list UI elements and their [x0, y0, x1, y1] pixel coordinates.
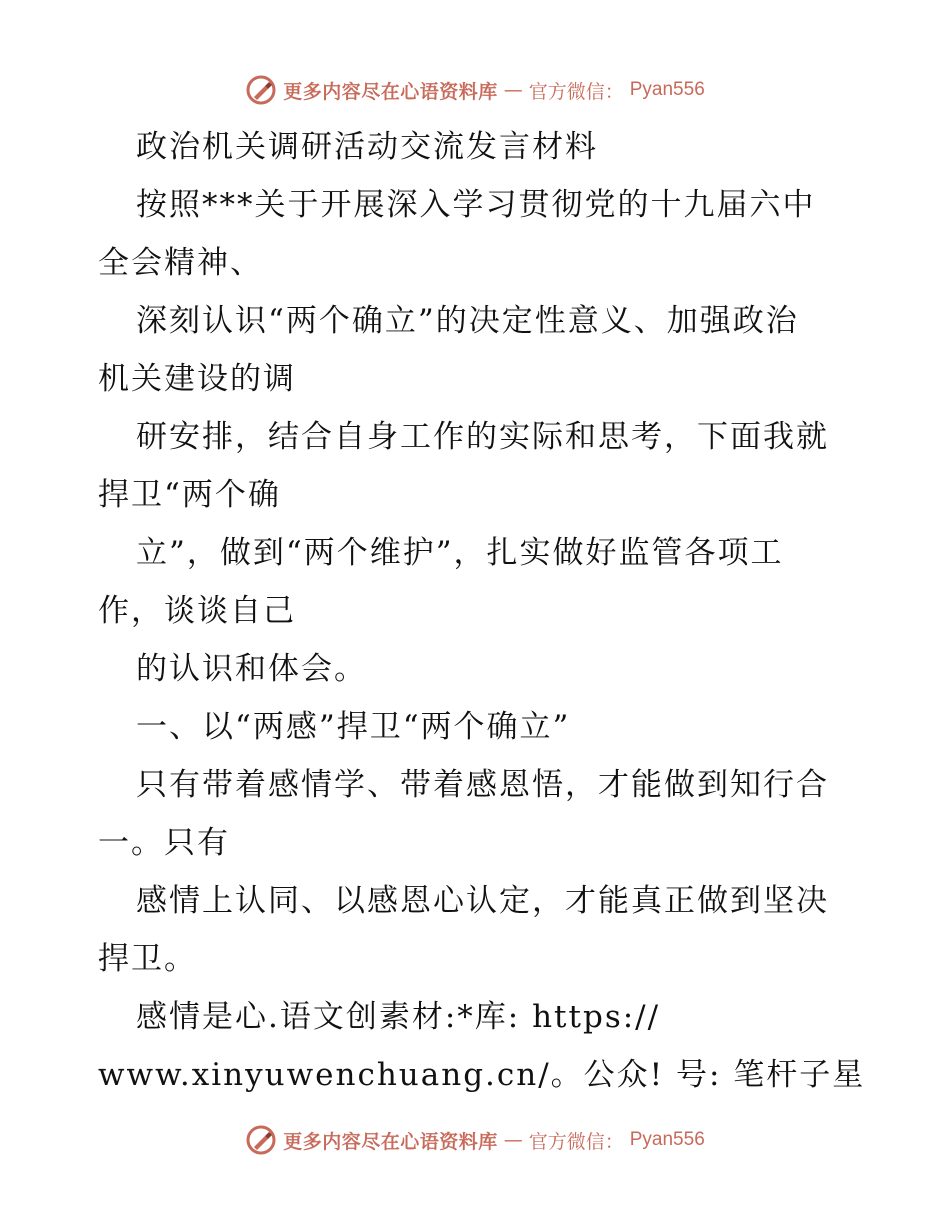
doc-title: 政治机关调研活动交流发言材料: [136, 129, 598, 165]
doc-line: 研安排，结合自身工作的实际和思考，下面我就: [136, 419, 829, 455]
banner-wechat-id: Pyan556: [629, 1129, 705, 1150]
banner-text: 更多内容尽在心语资料库: [283, 80, 498, 103]
banner-wechat-id: Pyan556: [629, 79, 705, 100]
section-heading: 一、以“两感”捍卫“两个确立”: [136, 709, 571, 745]
doc-line: 感情上认同、以感恩心认定，才能真正做到坚决: [136, 883, 829, 919]
banner-wechat-label: 官方微信：: [528, 80, 624, 103]
doc-line: 捍卫“两个确: [98, 477, 281, 513]
pen-logo-icon: [245, 74, 277, 106]
banner-wechat-label: 官方微信：: [528, 1130, 624, 1153]
doc-line: 感情是心.语文创素材:*库: https://: [136, 999, 661, 1035]
footer-banner: [0, 1120, 950, 1160]
doc-line: 捍卫。: [98, 941, 197, 977]
doc-line: 机关建设的调: [98, 361, 296, 397]
doc-line: 深刻认识“两个确立”的决定性意义、加强政治: [136, 303, 799, 339]
banner-separator: —: [503, 1129, 523, 1151]
doc-line: 只有带着感情学、带着感恩悟，才能做到知行合: [136, 767, 829, 803]
doc-line: 全会精神、: [98, 245, 263, 281]
document-body: [98, 118, 866, 1104]
doc-line: 立”，做到“两个维护”，扎实做好监管各项工: [136, 535, 784, 571]
header-banner: [0, 70, 950, 110]
doc-line: 的认识和体会。: [136, 651, 367, 687]
banner-text: 更多内容尽在心语资料库: [283, 1130, 498, 1153]
doc-line: 一。只有: [98, 825, 230, 861]
doc-line: 作，谈谈自己: [98, 593, 296, 629]
banner-separator: —: [503, 79, 523, 101]
doc-line: www.xinyuwenchuang.cn/。公众! 号: 笔杆子星: [98, 1057, 866, 1093]
doc-line: 按照***关于开展深入学习贯彻党的十九届六中: [136, 187, 816, 223]
pen-logo-icon: [245, 1124, 277, 1156]
